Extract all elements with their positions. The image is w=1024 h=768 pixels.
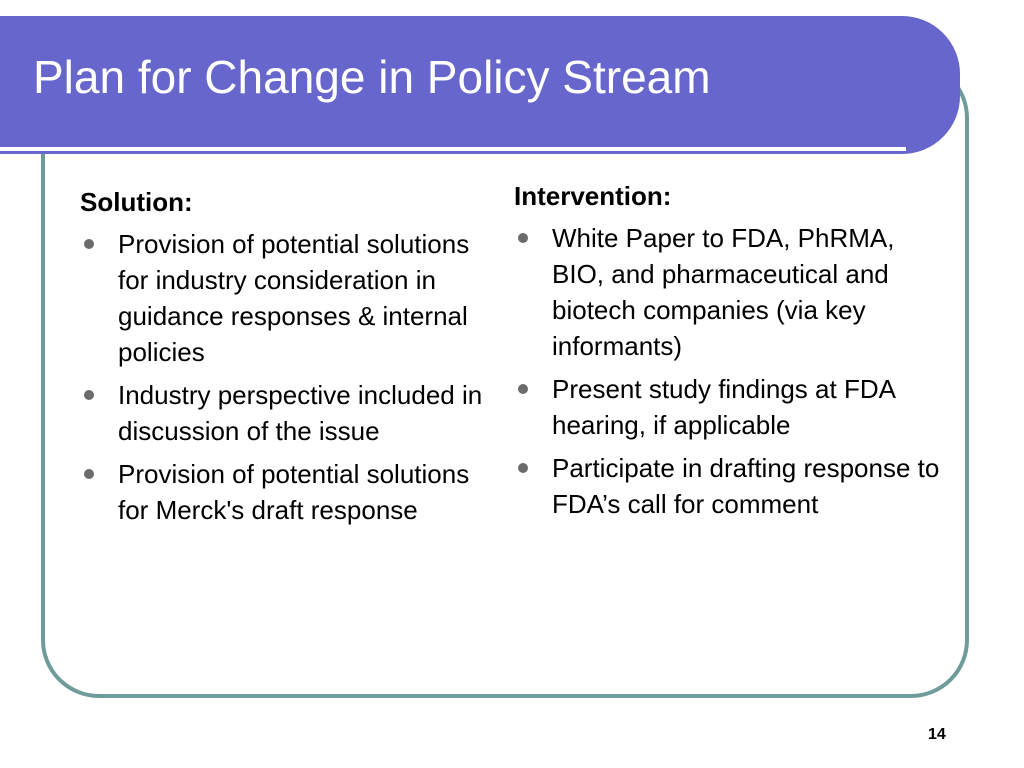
list-item — [80, 226, 500, 370]
slide-number: 14 — [928, 726, 946, 743]
solution-list — [80, 226, 500, 528]
list-item-text: Provision of potential solutions for Merck's draft response — [118, 459, 470, 525]
bullet-icon — [84, 469, 94, 479]
title-underline — [0, 147, 906, 151]
bullet-icon — [518, 463, 528, 473]
intervention-list — [514, 220, 944, 522]
bullet-icon — [518, 233, 528, 243]
list-item-text: Industry perspective included in discussion of the issue — [118, 380, 483, 446]
list-item — [514, 220, 944, 364]
list-item — [80, 456, 500, 528]
solution-heading: Solution: — [80, 187, 193, 217]
bullet-icon — [84, 239, 94, 249]
solution-column — [80, 184, 500, 535]
intervention-heading: Intervention: — [514, 181, 672, 211]
list-item — [80, 377, 500, 449]
list-item-text: Present study findings at FDA hearing, if applicable — [552, 374, 895, 440]
list-item — [514, 450, 944, 522]
list-item-text: Participate in drafting response to FDA’s call for comment — [552, 453, 940, 519]
bullet-icon — [84, 390, 94, 400]
list-item — [514, 371, 944, 443]
bullet-icon — [518, 384, 528, 394]
list-item-text: Provision of potential solutions for industry consideration in guidance responses & internal policies — [118, 229, 470, 367]
slide-title: Plan for Change in Policy Stream — [33, 51, 711, 103]
intervention-column — [514, 178, 944, 529]
list-item-text: White Paper to FDA, PhRMA, BIO, and pharmaceutical and biotech companies (via key informants) — [552, 223, 895, 361]
